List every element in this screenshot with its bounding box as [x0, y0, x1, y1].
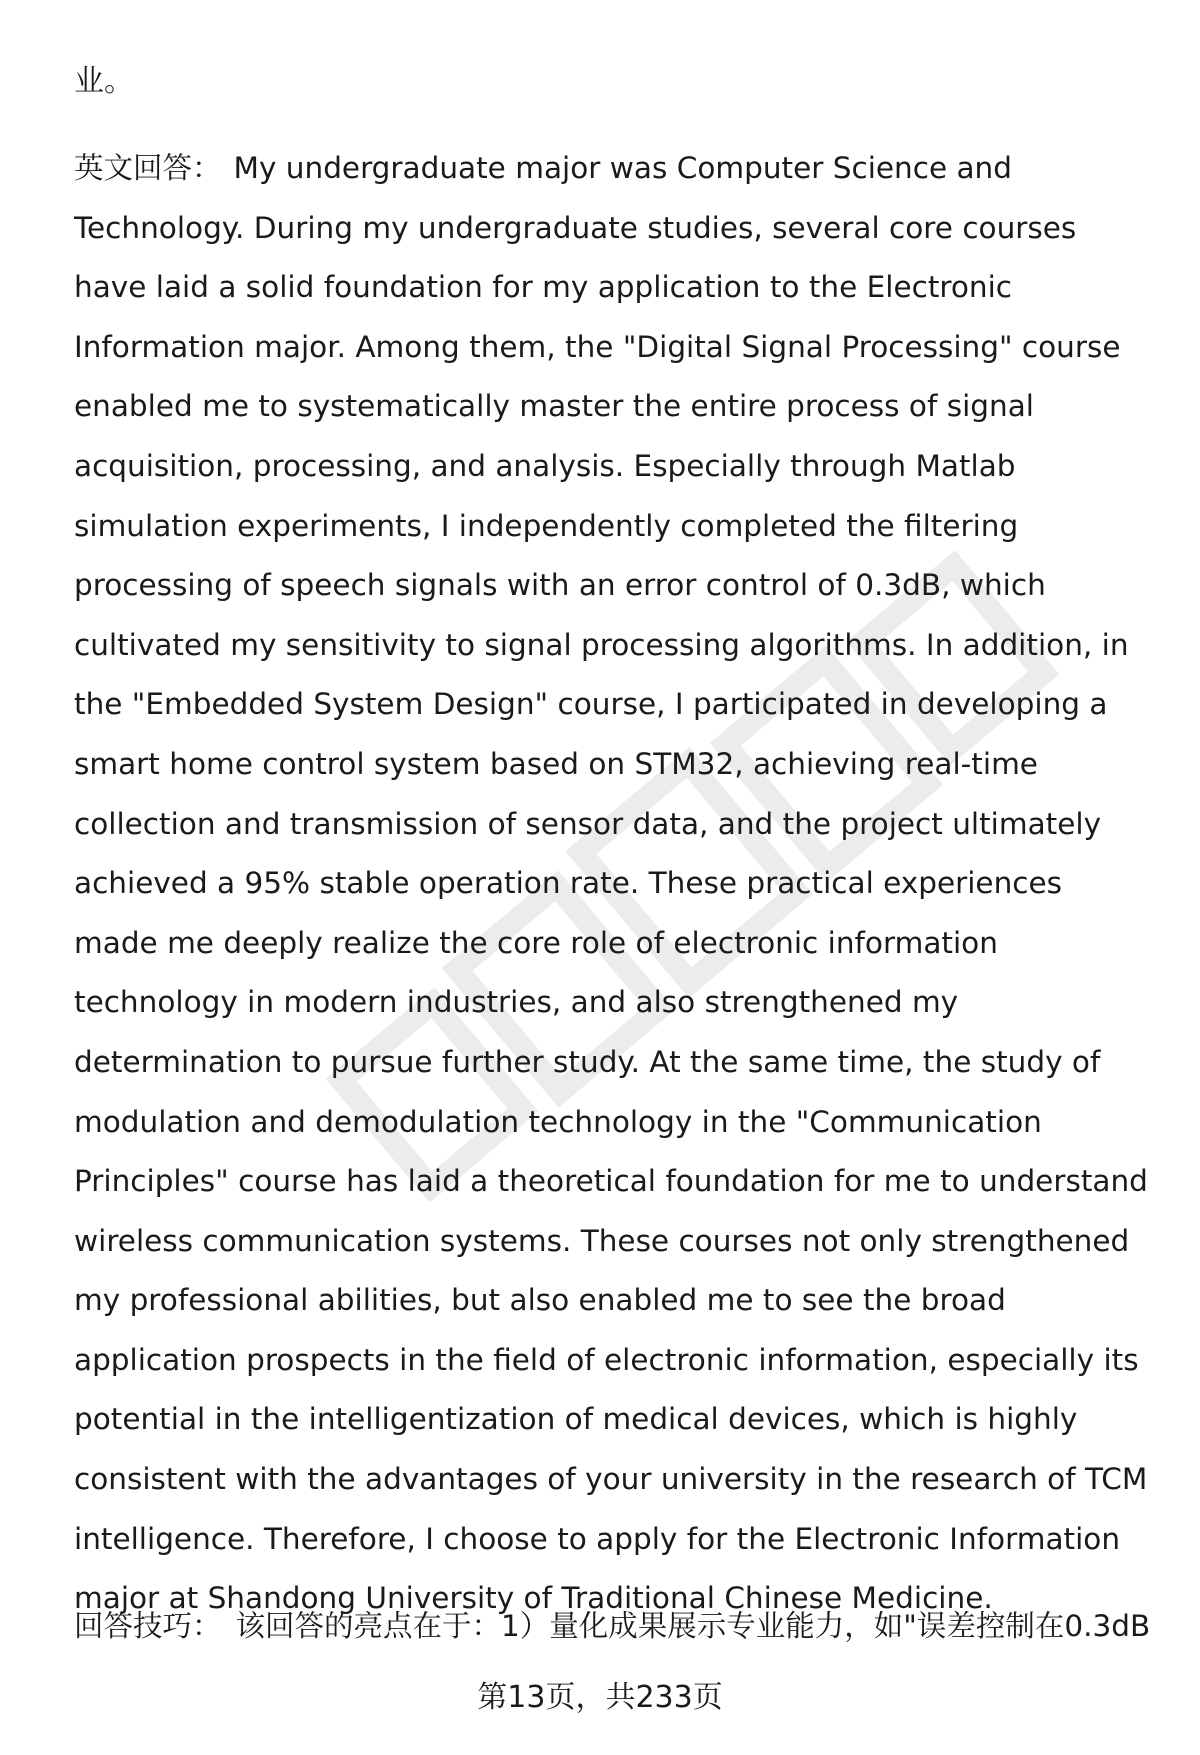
page-number-footer: 第13页，共233页: [477, 1680, 723, 1715]
answer-tips-label: 回答技巧：: [74, 1609, 222, 1643]
previous-paragraph-fragment: 业。: [74, 64, 134, 99]
answer-tips-paragraph: [74, 1596, 1174, 1656]
english-answer-label: 英文回答：: [74, 151, 222, 185]
answer-tips-text: 该回答的亮点在于：1）量化成果展示专业能力，如"误差控制在0.3dB: [235, 1609, 1151, 1643]
english-answer-paragraph: [74, 139, 1154, 1629]
english-answer-text: My undergraduate major was Computer Science and Technology. During my undergraduate studies, several core courses have laid a solid foundation for my application to the Electronic Information major. Among them, the "Digital Signal Processing" course enabled me to systematically master the entire process of signal acquisition, processing, and analysis. Especially through Matlab simulation experiments, I independently completed the filtering processing of speech signals with an error control of 0.3dB, which cultivated my sensitivity to signal processing algorithms. In addition, in the "Embedded System Design" course, I participated in developing a smart home control system based on STM32, achieving real-time collection and transmission of sensor data, and the project ultimately achieved a 95% stable operation rate. These practical experiences made me deeply realize the core role of electronic information technology in modern industries, and also strengthened my determination to pursue further study. At the same time, the study of modulation and demodulation technology in the "Communication Principles" course has laid a theoretical foundation for me to understand wireless communication systems. These courses not only strengthened my professional abilities, but also enabled me to see the broad application prospects in the field of electronic information, especially its potential in the intelligentization of medical devices, which is highly consistent with the advantages of your university in the research of TCM intelligence. Therefore, I choose to apply for the Electronic Information major at Shandong University of Traditional Chinese Medicine.: [74, 151, 1148, 1616]
